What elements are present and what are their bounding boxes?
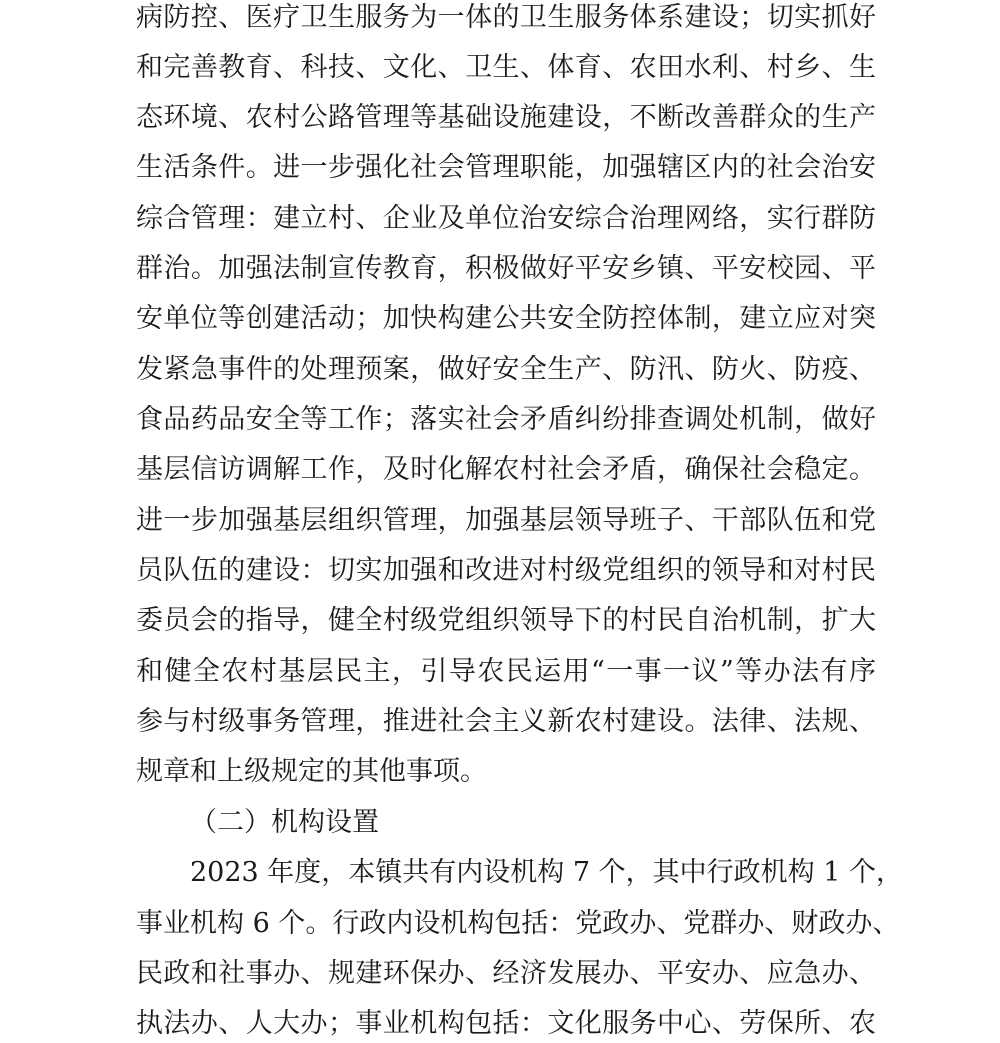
text-line: 执法办、人大办；事业机构包括：文化服务中心、劳保所、农 [136,1008,876,1039]
section-heading: （二）机构设置 [190,807,379,838]
text-line: 员队伍的建设：切实加强和改进对村级党组织的领导和对村民 [136,555,876,586]
text-line: 和完善教育、科技、文化、卫生、体育、农田水利、村乡、生 [136,52,876,83]
text-line: 进一步加强基层组织管理，加强基层领导班子、干部队伍和党 [136,505,876,536]
text-line: 综合管理：建立村、企业及单位治安综合治理网络，实行群防 [136,203,876,234]
text-line: 基层信访调解工作，及时化解农村社会矛盾，确保社会稳定。 [136,454,876,485]
text-line: 态环境、农村公路管理等基础设施建设，不断改善群众的生产 [136,102,876,133]
text-line: 民政和社事办、规建环保办、经济发展办、平安办、应急办、 [136,958,876,989]
text-line: 病防控、医疗卫生服务为一体的卫生服务体系建设；切实抓好 [136,2,876,33]
text-line: 食品药品安全等工作；落实社会矛盾纠纷排查调处机制，做好 [136,404,876,435]
text-line: 生活条件。进一步强化社会管理职能，加强辖区内的社会治安 [136,152,876,183]
text-line: 和健全农村基层民主，引导农民运用“一事一议”等办法有序 [136,656,876,687]
text-line: 规章和上级规定的其他事项。 [136,756,487,787]
text-line: 2023 年度，本镇共有内设机构 7 个，其中行政机构 1 个， [190,857,903,888]
text-line: 群治。加强法制宣传教育，积极做好平安乡镇、平安校园、平 [136,253,876,284]
text-line: 参与村级事务管理，推进社会主义新农村建设。法律、法规、 [136,706,876,737]
text-line: 发紧急事件的处理预案，做好安全生产、防汛、防火、防疫、 [136,354,876,385]
text-line: 事业机构 6 个。行政内设机构包括：党政办、党群办、财政办、 [136,908,900,939]
text-line: 委员会的指导，健全村级党组织领导下的村民自治机制，扩大 [136,605,876,636]
text-line: 安单位等创建活动；加快构建公共安全防控体制，建立应对突 [136,303,876,334]
